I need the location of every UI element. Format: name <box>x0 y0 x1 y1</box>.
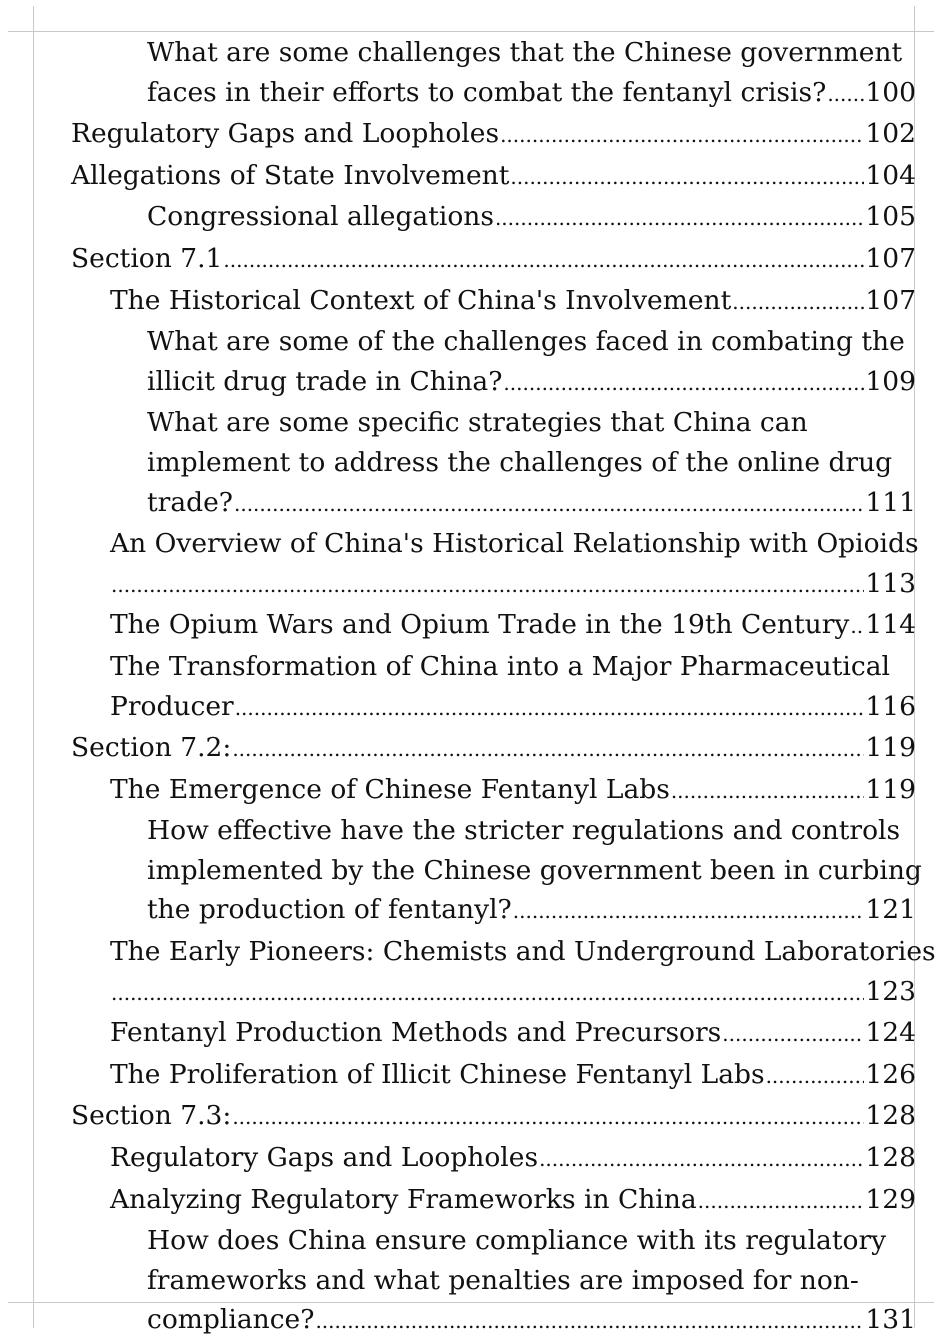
dot-leader <box>232 728 864 770</box>
toc-entry-title: Fentanyl Production Methods and Precursors <box>110 1017 722 1049</box>
toc-entry-title: Section 7.2: <box>71 732 232 764</box>
toc-entry-title: faces in their efforts to combat the fentanyl crisis? <box>147 76 827 108</box>
toc-entry[interactable] <box>71 728 916 770</box>
toc-entry-title: The Historical Context of China's Involvement <box>110 284 732 316</box>
toc-entry[interactable] <box>71 1096 916 1138</box>
table-of-contents <box>71 33 936 1342</box>
toc-entry-final-line <box>147 362 916 404</box>
toc-page-number: 105 <box>865 201 916 233</box>
toc-entry-title: The Emergence of Chinese Fentanyl Labs <box>110 773 670 805</box>
toc-entry-title-line: How effective have the stricter regulations and controls <box>147 815 901 847</box>
toc-entry-final-line <box>110 770 916 812</box>
dot-leader <box>671 770 865 812</box>
toc-entry-title-line: What are some of the challenges faced in combating the <box>147 326 905 358</box>
dot-leader <box>827 73 864 115</box>
dot-leader <box>235 687 865 729</box>
toc-page-number: 107 <box>865 242 916 274</box>
toc-entry-final-line <box>110 687 916 729</box>
toc-entry-title: illicit drug trade in China? <box>147 365 503 397</box>
toc-page-number: 109 <box>865 365 916 397</box>
toc-page-number: 116 <box>865 690 916 722</box>
toc-entry-final-line <box>147 890 916 932</box>
toc-entry-title: the production of fentanyl? <box>147 894 512 926</box>
toc-page-number: 131 <box>865 1304 916 1336</box>
toc-entry[interactable] <box>110 1138 916 1180</box>
toc-entry[interactable] <box>147 197 916 239</box>
toc-entry-title-line: How does China ensure compliance with its regulatory <box>147 1225 887 1257</box>
toc-entry[interactable] <box>110 1013 916 1055</box>
toc-entry-final-line <box>110 281 916 323</box>
toc-page-number: 129 <box>865 1183 916 1215</box>
toc-entry-final-line <box>147 73 916 115</box>
crop-guide-left <box>33 6 34 1328</box>
toc-entry-title: The Opium Wars and Opium Trade in the 19th Century <box>110 609 850 641</box>
toc-entry[interactable] <box>110 932 936 1013</box>
toc-entry-title-line: What are some challenges that the Chinese government <box>147 37 903 68</box>
toc-page-number: 107 <box>865 284 916 316</box>
toc-page-number: 102 <box>865 118 916 150</box>
dot-leader <box>234 483 864 525</box>
toc-page-number: 123 <box>865 975 916 1007</box>
dot-leader <box>510 156 864 198</box>
toc-entry-title: Regulatory Gaps and Loopholes <box>110 1142 539 1174</box>
toc-entry[interactable] <box>110 281 916 323</box>
toc-entry-final-line <box>147 197 916 239</box>
dot-leader <box>495 197 864 239</box>
toc-entry[interactable] <box>110 647 916 728</box>
toc-entry-title: Congressional allegations <box>147 201 494 233</box>
dot-leader <box>503 362 864 404</box>
toc-page-number: 121 <box>865 894 916 926</box>
toc-entry[interactable] <box>110 1180 916 1222</box>
toc-entry-final-line <box>110 972 916 1014</box>
toc-entry-title: Section 7.1 <box>71 242 223 274</box>
toc-entry[interactable] <box>71 239 916 281</box>
dot-leader <box>766 1055 865 1097</box>
dot-leader <box>850 605 864 647</box>
toc-entry-final-line <box>147 483 916 525</box>
toc-entry-final-line <box>110 605 916 647</box>
toc-entry[interactable] <box>71 156 916 198</box>
toc-page-number: 100 <box>865 76 916 108</box>
toc-entry-title-line: The Early Pioneers: Chemists and Underground Laboratories <box>110 936 936 968</box>
toc-entry-final-line <box>110 1180 916 1222</box>
toc-entry-final-line <box>147 1300 916 1342</box>
toc-entry-final-line <box>110 1138 916 1180</box>
toc-page-number: 111 <box>865 486 916 518</box>
toc-entry-final-line <box>71 728 916 770</box>
toc-entry-title: trade? <box>147 486 233 518</box>
toc-entry-final-line <box>110 564 916 606</box>
toc-entry-title-line: An Overview of China's Historical Relationship with Opioids <box>110 528 919 560</box>
toc-entry[interactable] <box>110 524 919 605</box>
toc-entry[interactable] <box>110 605 916 647</box>
toc-entry-title: The Proliferation of Illicit Chinese Fentanyl Labs <box>110 1058 765 1090</box>
toc-page-number: 113 <box>865 567 916 599</box>
toc-page-number: 128 <box>865 1142 916 1174</box>
toc-entry[interactable] <box>147 33 916 114</box>
toc-page-number: 119 <box>865 732 916 764</box>
toc-entry-title: Analyzing Regulatory Frameworks in China <box>110 1183 697 1215</box>
toc-entry-title-line: The Transformation of China into a Major Pharmaceutical <box>110 650 890 682</box>
toc-entry-final-line <box>71 156 916 198</box>
toc-page-number: 124 <box>865 1017 916 1049</box>
dot-leader <box>698 1180 865 1222</box>
toc-entry[interactable] <box>147 322 916 403</box>
toc-page-number: 128 <box>865 1100 916 1132</box>
toc-entry[interactable] <box>147 1221 916 1342</box>
dot-leader <box>111 564 864 606</box>
toc-entry-title-line: frameworks and what penalties are imposed for non- <box>147 1264 859 1296</box>
toc-entry-title-line: implement to address the challenges of the online drug <box>147 446 893 478</box>
dot-leader <box>722 1013 864 1055</box>
toc-entry-title: Section 7.3: <box>71 1100 232 1132</box>
toc-page-number: 126 <box>865 1058 916 1090</box>
toc-entry-final-line <box>71 239 916 281</box>
toc-entry[interactable] <box>110 770 916 812</box>
toc-entry[interactable] <box>147 403 916 524</box>
toc-page-number: 114 <box>865 609 916 641</box>
crop-guide-top <box>8 31 934 32</box>
toc-page-number: 104 <box>865 159 916 191</box>
toc-entry-title: Allegations of State Involvement <box>71 159 510 191</box>
toc-entry-title: Producer <box>110 690 234 722</box>
dot-leader <box>232 1096 864 1138</box>
toc-entry-final-line <box>71 114 916 156</box>
toc-page-number: 119 <box>865 773 916 805</box>
dot-leader <box>315 1300 864 1342</box>
toc-entry[interactable] <box>71 114 916 156</box>
toc-entry-title: compliance? <box>147 1304 315 1336</box>
toc-entry-title-line: implemented by the Chinese government been in curbing <box>147 854 922 886</box>
dot-leader <box>111 972 864 1014</box>
dot-leader <box>513 890 865 932</box>
dot-leader <box>223 239 864 281</box>
dot-leader <box>539 1138 864 1180</box>
toc-entry-final-line <box>110 1013 916 1055</box>
toc-entry-final-line <box>71 1096 916 1138</box>
toc-entry-title: Regulatory Gaps and Loopholes <box>71 118 500 150</box>
dot-leader <box>500 114 864 156</box>
toc-entry[interactable] <box>147 811 922 932</box>
toc-entry-final-line <box>110 1055 916 1097</box>
toc-entry-title-line: What are some specific strategies that China can <box>147 407 808 439</box>
dot-leader <box>732 281 864 323</box>
toc-entry[interactable] <box>110 1055 916 1097</box>
